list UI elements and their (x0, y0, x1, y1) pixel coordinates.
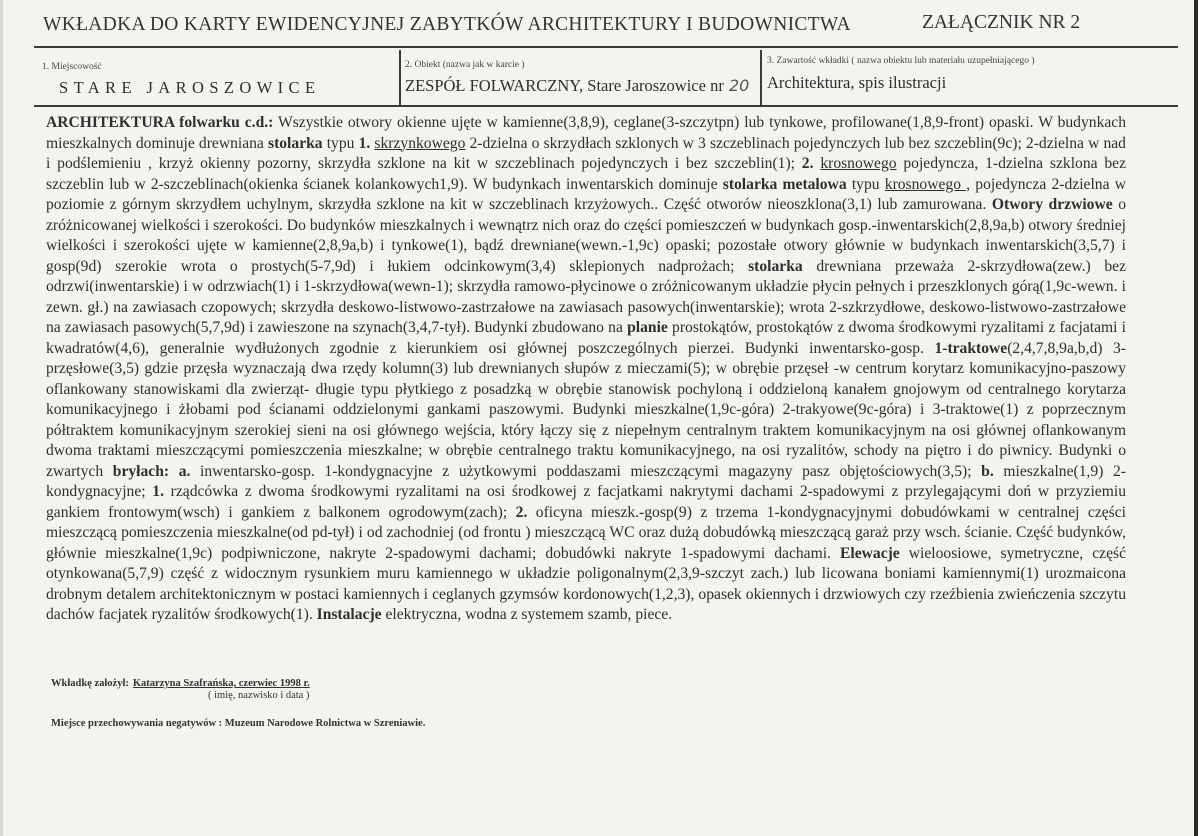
item-number-2: 2. (801, 155, 814, 172)
term-instalacje: Instalacje (316, 606, 382, 623)
fields-bottom-rule (34, 105, 1178, 107)
field-divider-2 (760, 50, 762, 106)
header-rule (34, 46, 1178, 48)
author-hint: ( imię, nazwisko i data ) (208, 690, 310, 701)
body-text-14: mieszkalne(1,9) 2-kondygnacyjne; (46, 462, 1126, 500)
term-krosnowego: krosnowego (820, 155, 897, 172)
body-text-18: elektryczna, wodna z systemem szamb, piece. (381, 606, 673, 623)
body-text-12: (2,4,7,8,9a,b,d) 3-przęsłowe(3,5) gdzie przęsła wyznaczają dwa rzędy kolumn(3) lub drewnianych słupów z mieczami(5); w obrębie przęseł -w centrum korytarz komunikacyjno-paszowy oflankowany stanowiskami dla zwierząt- długie typu płytkiego z posadzką w obrębie stanowisk pochyloną i oddzieloną kanałem gnojowym od centralnego korytarza komunikacyjnego i żłobami pod ścianami oddzielonymi gankami paszowymi. Budynki mieszkalne(1,9c-góra) 2-trakyowe(9c-góra) i 3-traktowe(1) z poprzecznym półtraktem komunikacyjnym szerokiej sieni na osi głównego wejścia, który łączy się z niepełnym centralnym traktem komunikacyjnym na osi głównej oflankowanym dwoma traktami mieszczącymi pomieszczenia mieszkalne; w obrębie centralnego traktu komunikacyjnego, na osi ryzalitów, schody na piętro i do piwnicy. Budynki o zwartych (46, 339, 1126, 480)
attachment-number: ZAŁĄCZNIK NR 2 (922, 12, 1081, 33)
body-text-6: pojedyncza, 1-dzielna szklona bez szczeblin lub w 2-szczeblinach(okienka ścianek kolankowych1,9). W budynkach inwentarskich dominuje (46, 155, 1127, 193)
body-text-9: o zróżnicowanej wielkości i szerokości. Do budynków mieszkalnych i wewnątrz nich oraz do części pomieszczeń w budynkach gosp.-inwentarskich(2,8,9a,b) otwory średniej wielkości i szerokości ujęte w kamienne(2,8,9a,b) i tynkowe(1), bądź drewniane(wewn.-1,9c) opaski; pozostałe otwory głównie w budynkach inwentarskich(3,5,7) i gosp(9d) szerokie wrota o prostych(5-7,9d) i łukiem odcinkowym(3,4) sklepionych nadprożach; (46, 196, 1126, 275)
body-text-11: prostokątów, prostokątów z dwoma środkowymi ryzalitami z facjatami i kwadratów(4,6), generalnie wydłużonych zgodnie z kierunkiem osi głównej poszczególnych pierzei. Budynki inwentarsko-gosp. (46, 319, 1126, 357)
body-text-1: Wszystkie otwory okienne ujęte w kamienne(3,8,9), ceglane(3-szczytpn) lub tynkowe, profilowane(1,8,9-front) opaski. W budynkach mieszkalnych dominuje drewniana (46, 114, 1126, 152)
negatives-location: Miejsce przechowywania negatywów : Muzeum Narodowe Rolnictwa w Szreniawie. (51, 718, 426, 729)
term-bryłach: bryłach: a. (112, 462, 191, 480)
object-number-handwritten: 20 (728, 76, 750, 95)
scan-edge-right (1194, 0, 1198, 836)
item-number-1: 1. (358, 134, 371, 152)
term-skrzynkowego: skrzynkowego (374, 134, 466, 152)
term-stolarka-2: stolarka (748, 257, 803, 275)
body-text-4: 2-dzielna o skrzydłach szklonych w 3 szczeblinach pojedynczych lub bez szczeblin(9c); 2-dzielna w nad i podślemieniu , krzyż okienny pozorny, skrzydła szklone na kit w szczeblinach pojedynczych i bez szczeblin(1); (46, 134, 1126, 172)
term-otwory-drzwiowe: Otwory drzwiowe (991, 196, 1113, 213)
body-text-16: oficyna mieszk.-gosp(9) z trzema 1-kondygnacyjnymi dobudówkami w centralnej części mieszczącą pomieszczenia mieszkalne(od pd-tył) i od zachodniej (od frontu ) mieszczącą WC oraz dużą dobudówką mieszczącą garaż przy wsch. ścianie. Część budynków, głównie mieszkalne(1,9c) podpiwniczone, nakryte 2-spadowymi dachami; dobudówki nakryte 1-spadowymi dachami. (46, 503, 1126, 562)
content-label: 3. Zawartość wkładki ( nazwa obiektu lub materiału uzupełniającego ) (767, 56, 1035, 66)
locality-value: STARE JAROSZOWICE (59, 78, 321, 97)
body-text-2: typu (322, 134, 359, 152)
content-value: Architektura, spis ilustracji (767, 73, 947, 92)
architecture-description (46, 113, 1126, 626)
body-text-7: typu (846, 175, 885, 193)
item-number-1b: 1. (152, 483, 164, 500)
author-label: Wkładkę założył: (51, 678, 129, 689)
term-planie: planie (627, 319, 668, 336)
object-label: 2. Obiekt (nazwa jak w karcie ) (405, 60, 525, 70)
term-krosnowego-2: krosnowego , (884, 175, 971, 193)
item-number-2b: 2. (515, 503, 528, 521)
body-text-17: wieloosiowe, symetryczne, część otynkowana(5,7,9) część z widocznym rysunkiem muru kamiennego w układzie poligonalnym(2,3,9-szczyt zach.) lub licowana boniami kamiennymi(1) urozmaicona drobnym detalem architektonicznym w postaci kamiennych i ceglanych gzymsów kordonowych(1,2,3), opasek okiennych i drzwiowych czy rzeźbienia zwieńczenia szczytu dachów facjatek ryzalitów środkowych(1). (46, 544, 1126, 623)
object-value-field (405, 76, 749, 96)
scan-edge-left (0, 0, 3, 836)
term-elewacje: Elewacje (839, 544, 900, 562)
body-text-15: rządcówka z dwoma środkowymi ryzalitami na osi środkowej z facjatkami nakrytymi dachami 2-spadowymi z przylegającymi doń w przyziemiu gankiem frontowym(wsch) i gankiem z balkonem ogrodowym(zach); (46, 483, 1126, 521)
document-title: WKŁADKA DO KARTY EWIDENCYJNEJ ZABYTKÓW ARCHITEKTURY I BUDOWNICTWA (43, 14, 851, 35)
field-divider-1 (399, 50, 401, 106)
body-text-10: drewniana przeważa 2-skrzydłowa(zew.) bez odrzwi(inwentarskie) i w odrzwiach(1) i 1-skrzydłowa(wewn-1); skrzydła ramowo-płycinowe o zróżnicowanym układzie płycin pełnych i przeszklonych górą(1,9c-wewn. i zewn. gł.) na zawiasach czopowych; skrzydła deskowo-listwowo-zastrzałowe na zawiasach pasowych(inwentarskie); wrota 2-szkrzydłowe, deskowo-listwowo-zastrzałowe na zawiasach pasowych(5,7,9d) i zawieszone na szynach(3,4,7-tył). Budynki zbudowano na (46, 257, 1126, 336)
body-text-8: pojedyncza 2-dzielna w poziomie z górnym skrzydłem uchylnym, skrzydła szklone na kit w szczeblinach krzyżowych.. Część otworów nieoszklona(3,1) lub zamurowana. (46, 175, 1126, 213)
item-letter-b: b. (981, 462, 994, 480)
object-value: ZESPÓŁ FOLWARCZNY, Stare Jaroszowice nr (405, 76, 724, 95)
author-value: Katarzyna Szafrańska, czerwiec 1998 r. (132, 678, 310, 689)
section-heading: ARCHITEKTURA folwarku c.d.: (46, 114, 274, 131)
body-text-13: inwentarsko-gosp. 1-kondygnacyjne z użytkowymi poddaszami mieszczącymi magazyny pasz objętościowych(3,5); (190, 462, 982, 480)
term-stolarka-metalowa: stolarka metalowa (722, 175, 847, 193)
locality-label: 1. Miejscowość (42, 62, 102, 72)
term-1-traktowe: 1-traktowe (934, 339, 1008, 357)
term-stolarka: stolarka (268, 134, 323, 152)
author-line (51, 678, 310, 689)
